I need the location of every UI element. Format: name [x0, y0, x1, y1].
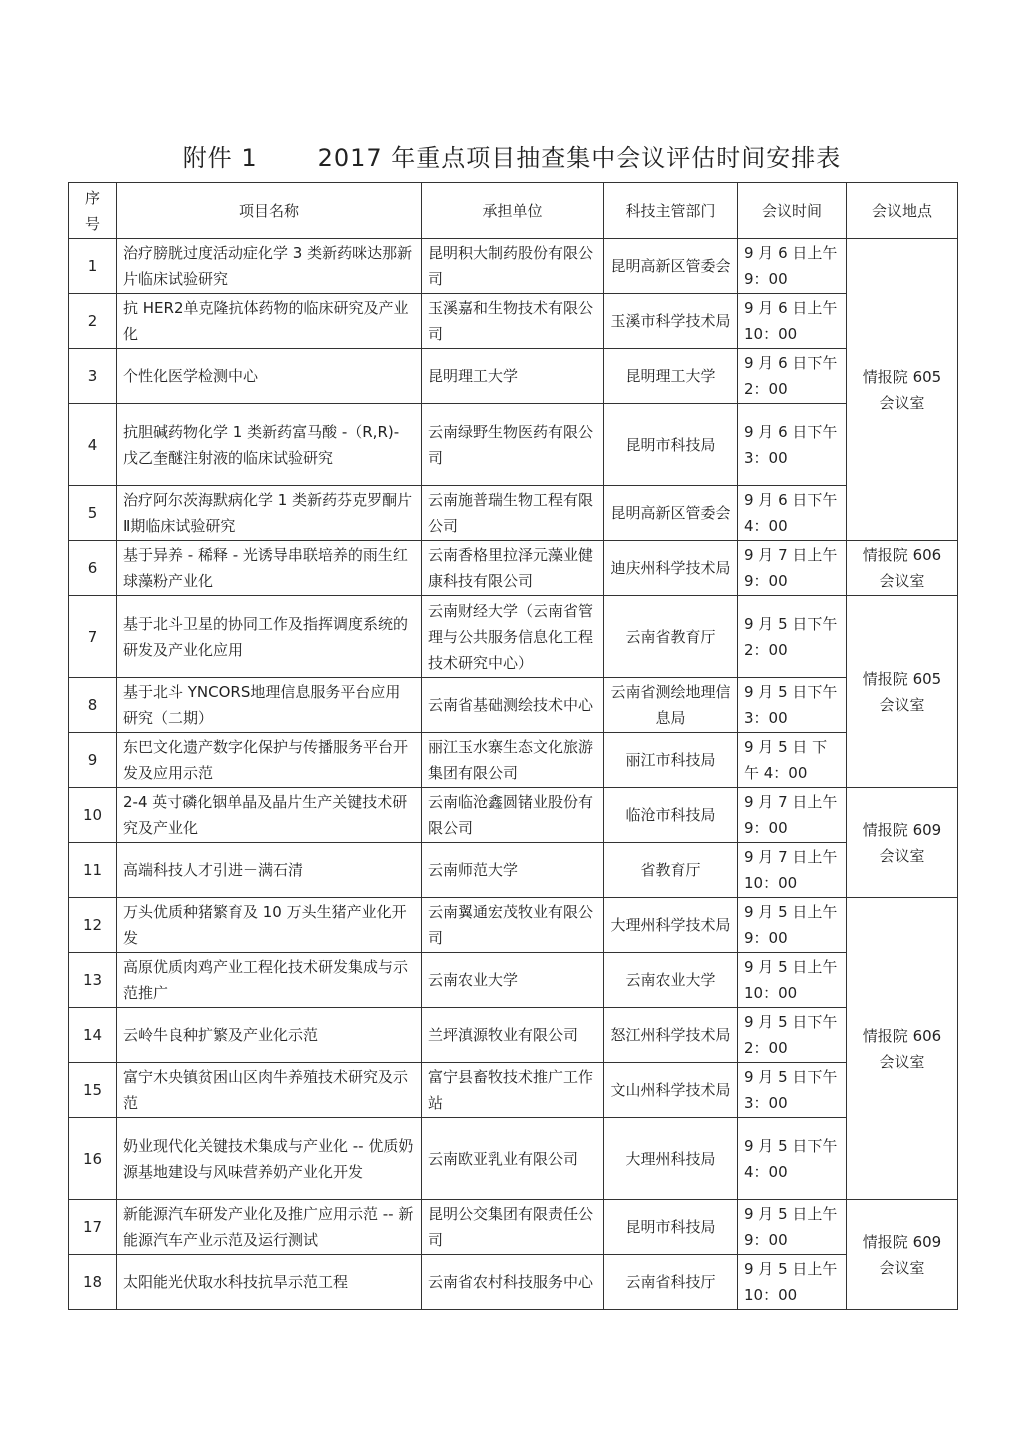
supervising-dept: 昆明市科技局: [604, 1200, 738, 1255]
row-no: 18: [69, 1255, 117, 1310]
meeting-time: 9 月 5 日 下午 4：00: [738, 733, 847, 788]
header-dept: 科技主管部门: [604, 183, 738, 239]
project-name: 治疗膀胱过度活动症化学 3 类新药咪达那新片临床试验研究: [117, 239, 422, 294]
supervising-dept: 省教育厅: [604, 843, 738, 898]
table-row: [69, 404, 958, 486]
meeting-time: 9 月 5 日上午 10：00: [738, 1255, 847, 1310]
supervising-dept: 云南农业大学: [604, 953, 738, 1008]
undertaking-unit: 云南绿野生物医药有限公司: [422, 404, 604, 486]
undertaking-unit: 云南临沧鑫圆锗业股份有限公司: [422, 788, 604, 843]
project-name: 新能源汽车研发产业化及推广应用示范 -- 新能源汽车产业示范及运行测试: [117, 1200, 422, 1255]
project-name: 个性化医学检测中心: [117, 349, 422, 404]
meeting-time: 9 月 5 日下午 2：00: [738, 1008, 847, 1063]
row-no: 17: [69, 1200, 117, 1255]
project-name: 奶业现代化关键技术集成与产业化 -- 优质奶源基地建设与风味营养奶产业化开发: [117, 1118, 422, 1200]
header-name: 项目名称: [117, 183, 422, 239]
row-no: 15: [69, 1063, 117, 1118]
undertaking-unit: 丽江玉水寨生态文化旅游集团有限公司: [422, 733, 604, 788]
undertaking-unit: 云南财经大学（云南省管理与公共服务信息化工程技术研究中心）: [422, 596, 604, 678]
meeting-time: 9 月 5 日下午 2：00: [738, 596, 847, 678]
table-row: [69, 843, 958, 898]
header-no: 序 号: [69, 183, 117, 239]
project-name: 富宁木央镇贫困山区肉牛养殖技术研究及示范: [117, 1063, 422, 1118]
table-row: [69, 294, 958, 349]
undertaking-unit: 昆明理工大学: [422, 349, 604, 404]
meeting-location: 情报院 609 会议室: [847, 788, 958, 898]
row-no: 1: [69, 239, 117, 294]
supervising-dept: 云南省教育厅: [604, 596, 738, 678]
project-name: 高端科技人才引进－满石清: [117, 843, 422, 898]
project-name: 太阳能光伏取水科技抗旱示范工程: [117, 1255, 422, 1310]
table-row: [69, 1008, 958, 1063]
undertaking-unit: 昆明积大制药股份有限公司: [422, 239, 604, 294]
row-no: 16: [69, 1118, 117, 1200]
header-location: 会议地点: [847, 183, 958, 239]
table-row: [69, 1063, 958, 1118]
meeting-time: 9 月 6 日上午 9：00: [738, 239, 847, 294]
table-row: [69, 953, 958, 1008]
row-no: 13: [69, 953, 117, 1008]
supervising-dept: 大理州科技局: [604, 1118, 738, 1200]
table-row: [69, 788, 958, 843]
page-title: [0, 138, 1024, 173]
table-row: [69, 486, 958, 541]
row-no: 12: [69, 898, 117, 953]
meeting-time: 9 月 6 日下午 2：00: [738, 349, 847, 404]
table-row: [69, 349, 958, 404]
supervising-dept: 丽江市科技局: [604, 733, 738, 788]
table-row: [69, 1255, 958, 1310]
supervising-dept: 昆明市科技局: [604, 404, 738, 486]
table-row: [69, 733, 958, 788]
undertaking-unit: 云南省基础测绘技术中心: [422, 678, 604, 733]
supervising-dept: 昆明高新区管委会: [604, 239, 738, 294]
meeting-time: 9 月 7 日上午 9：00: [738, 788, 847, 843]
project-name: 东巴文化遗产数字化保护与传播服务平台开发及应用示范: [117, 733, 422, 788]
undertaking-unit: 云南师范大学: [422, 843, 604, 898]
row-no: 3: [69, 349, 117, 404]
header-time: 会议时间: [738, 183, 847, 239]
meeting-location: 情报院 606 会议室: [847, 898, 958, 1200]
supervising-dept: 云南省测绘地理信息局: [604, 678, 738, 733]
project-name: 基于北斗卫星的协同工作及指挥调度系统的研发及产业化应用: [117, 596, 422, 678]
supervising-dept: 文山州科学技术局: [604, 1063, 738, 1118]
undertaking-unit: 云南施普瑞生物工程有限公司: [422, 486, 604, 541]
meeting-time: 9 月 5 日上午 9：00: [738, 898, 847, 953]
row-no: 10: [69, 788, 117, 843]
row-no: 9: [69, 733, 117, 788]
title-prefix: 附件 1: [182, 144, 258, 172]
undertaking-unit: 云南香格里拉泽元藻业健康科技有限公司: [422, 541, 604, 596]
project-name: 基于北斗 YNCORS地理信息服务平台应用研究（二期）: [117, 678, 422, 733]
undertaking-unit: 兰坪滇源牧业有限公司: [422, 1008, 604, 1063]
meeting-time: 9 月 6 日上午 10：00: [738, 294, 847, 349]
project-name: 万头优质种猪繁育及 10 万头生猪产业化开发: [117, 898, 422, 953]
supervising-dept: 云南省科技厅: [604, 1255, 738, 1310]
row-no: 8: [69, 678, 117, 733]
row-no: 4: [69, 404, 117, 486]
meeting-location: 情报院 606 会议室: [847, 541, 958, 596]
meeting-time: 9 月 7 日上午 10：00: [738, 843, 847, 898]
table-row: [69, 898, 958, 953]
row-no: 2: [69, 294, 117, 349]
table-row: [69, 596, 958, 678]
meeting-location: 情报院 609 会议室: [847, 1200, 958, 1310]
meeting-time: 9 月 5 日上午 9：00: [738, 1200, 847, 1255]
row-no: 6: [69, 541, 117, 596]
project-name: 基于异养 - 稀释 - 光诱导串联培养的雨生红球藻粉产业化: [117, 541, 422, 596]
supervising-dept: 玉溪市科学技术局: [604, 294, 738, 349]
meeting-time: 9 月 5 日下午 3：00: [738, 1063, 847, 1118]
supervising-dept: 昆明高新区管委会: [604, 486, 738, 541]
undertaking-unit: 云南翼通宏茂牧业有限公司: [422, 898, 604, 953]
table-header-row: [69, 183, 958, 239]
undertaking-unit: 云南省农村科技服务中心: [422, 1255, 604, 1310]
supervising-dept: 昆明理工大学: [604, 349, 738, 404]
supervising-dept: 迪庆州科学技术局: [604, 541, 738, 596]
row-no: 7: [69, 596, 117, 678]
supervising-dept: 临沧市科技局: [604, 788, 738, 843]
undertaking-unit: 云南欧亚乳业有限公司: [422, 1118, 604, 1200]
table-row: [69, 1200, 958, 1255]
project-name: 云岭牛良种扩繁及产业化示范: [117, 1008, 422, 1063]
undertaking-unit: 玉溪嘉和生物技术有限公司: [422, 294, 604, 349]
meeting-time: 9 月 5 日下午 4：00: [738, 1118, 847, 1200]
table-row: [69, 541, 958, 596]
header-unit: 承担单位: [422, 183, 604, 239]
table-row: [69, 1118, 958, 1200]
project-name: 抗 HER2单克隆抗体药物的临床研究及产业化: [117, 294, 422, 349]
meeting-location: 情报院 605 会议室: [847, 239, 958, 541]
row-no: 5: [69, 486, 117, 541]
title-main: 2017 年重点项目抽查集中会议评估时间安排表: [317, 144, 842, 172]
project-name: 治疗阿尔茨海默病化学 1 类新药芬克罗酮片Ⅱ期临床试验研究: [117, 486, 422, 541]
meeting-location: 情报院 605 会议室: [847, 596, 958, 788]
table-row: [69, 678, 958, 733]
table-row: [69, 239, 958, 294]
meeting-time: 9 月 6 日下午 3：00: [738, 404, 847, 486]
meeting-time: 9 月 5 日下午 3：00: [738, 678, 847, 733]
supervising-dept: 大理州科学技术局: [604, 898, 738, 953]
meeting-time: 9 月 7 日上午 9：00: [738, 541, 847, 596]
project-name: 抗胆碱药物化学 1 类新药富马酸 -（R,R)- 戊乙奎醚注射液的临床试验研究: [117, 404, 422, 486]
meeting-time: 9 月 6 日下午 4：00: [738, 486, 847, 541]
schedule-table: [68, 182, 958, 1310]
undertaking-unit: 昆明公交集团有限责任公司: [422, 1200, 604, 1255]
undertaking-unit: 富宁县畜牧技术推广工作站: [422, 1063, 604, 1118]
row-no: 14: [69, 1008, 117, 1063]
project-name: 2-4 英寸磷化铟单晶及晶片生产关键技术研究及产业化: [117, 788, 422, 843]
project-name: 高原优质肉鸡产业工程化技术研发集成与示范推广: [117, 953, 422, 1008]
supervising-dept: 怒江州科学技术局: [604, 1008, 738, 1063]
row-no: 11: [69, 843, 117, 898]
meeting-time: 9 月 5 日上午 10：00: [738, 953, 847, 1008]
undertaking-unit: 云南农业大学: [422, 953, 604, 1008]
